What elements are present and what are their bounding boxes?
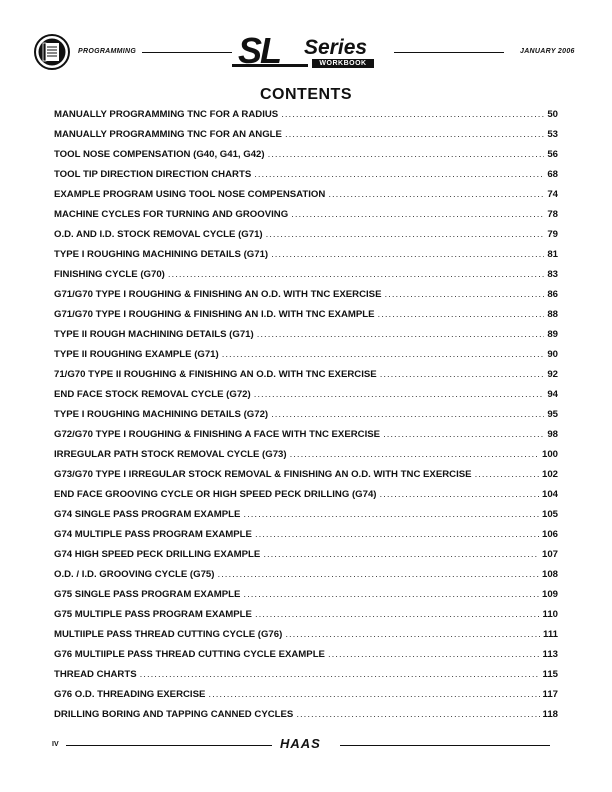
toc-entry-page: 81 bbox=[547, 249, 558, 260]
toc-entry-page: 102 bbox=[541, 469, 558, 480]
toc-entry[interactable] bbox=[54, 329, 558, 349]
toc-entry[interactable] bbox=[54, 469, 558, 489]
toc-entry-title: TOOL NOSE COMPENSATION (G40, G41, G42) bbox=[54, 149, 265, 160]
toc-dot-leader bbox=[475, 469, 539, 480]
header-date: JANUARY 2006 bbox=[520, 48, 575, 55]
toc-dot-leader bbox=[222, 349, 545, 360]
toc-entry-title: G74 HIGH SPEED PECK DRILLING EXAMPLE bbox=[54, 549, 261, 560]
toc-entry-page: 92 bbox=[547, 369, 558, 380]
toc-entry[interactable] bbox=[54, 189, 558, 209]
toc-entry[interactable] bbox=[54, 269, 558, 289]
toc-entry[interactable] bbox=[54, 449, 558, 469]
toc-entry-title: MANUALLY PROGRAMMING TNC FOR AN ANGLE bbox=[54, 129, 282, 140]
toc-entry-page: 115 bbox=[542, 669, 558, 680]
toc-entry-title: G75 SINGLE PASS PROGRAM EXAMPLE bbox=[54, 589, 241, 600]
toc-dot-leader bbox=[243, 589, 539, 600]
toc-dot-leader bbox=[380, 489, 539, 500]
toc-dot-leader bbox=[296, 709, 539, 720]
toc-dot-leader bbox=[285, 629, 540, 640]
toc-dot-leader bbox=[271, 249, 544, 260]
toc-dot-leader bbox=[268, 149, 545, 160]
toc-entry-page: 118 bbox=[542, 709, 558, 720]
toc-entry-page: 113 bbox=[542, 649, 558, 660]
toc-entry[interactable] bbox=[54, 509, 558, 529]
toc-entry[interactable] bbox=[54, 249, 558, 269]
toc-entry[interactable] bbox=[54, 109, 558, 129]
toc-dot-leader bbox=[140, 669, 540, 680]
toc-entry[interactable] bbox=[54, 369, 558, 389]
toc-entry[interactable] bbox=[54, 409, 558, 429]
toc-entry[interactable] bbox=[54, 129, 558, 149]
toc-entry-page: 79 bbox=[547, 229, 558, 240]
toc-dot-leader bbox=[254, 169, 544, 180]
toc-dot-leader bbox=[383, 429, 544, 440]
toc-entry[interactable] bbox=[54, 629, 558, 649]
toc-dot-leader bbox=[384, 289, 544, 300]
toc-entry-title: O.D. AND I.D. STOCK REMOVAL CYCLE (G71) bbox=[54, 229, 263, 240]
toc-dot-leader bbox=[271, 409, 544, 420]
toc-dot-leader bbox=[208, 689, 539, 700]
toc-entry[interactable] bbox=[54, 529, 558, 549]
toc-entry-title: END FACE STOCK REMOVAL CYCLE (G72) bbox=[54, 389, 251, 400]
toc-entry-title: TYPE II ROUGH MACHINING DETAILS (G71) bbox=[54, 329, 254, 340]
toc-entry-title: G73/G70 TYPE I IRREGULAR STOCK REMOVAL & FINISHING AN O.D. WITH TNC EXERCISE bbox=[54, 469, 472, 480]
toc-entry-page: 83 bbox=[547, 269, 558, 280]
toc-entry-title: FINISHING CYCLE (G70) bbox=[54, 269, 165, 280]
toc-dot-leader bbox=[217, 569, 539, 580]
toc-entry-page: 89 bbox=[547, 329, 558, 340]
brand-sl-text: SL bbox=[238, 30, 281, 71]
toc-entry-page: 100 bbox=[541, 449, 558, 460]
footer-divider-right bbox=[340, 745, 550, 746]
toc-dot-leader bbox=[243, 509, 539, 520]
toc-entry-page: 106 bbox=[541, 529, 558, 540]
toc-entry-title: THREAD CHARTS bbox=[54, 669, 137, 680]
toc-entry[interactable] bbox=[54, 169, 558, 189]
toc-entry-page: 95 bbox=[547, 409, 558, 420]
toc-entry-title: TYPE I ROUGHING MACHINING DETAILS (G71) bbox=[54, 249, 269, 260]
toc-entry-title: MACHINE CYCLES FOR TURNING AND GROOVING bbox=[54, 209, 289, 220]
toc-entry-title: G71/G70 TYPE I ROUGHING & FINISHING AN O.D. WITH TNC EXERCISE bbox=[54, 289, 382, 300]
toc-entry-title: MANUALLY PROGRAMMING TNC FOR A RADIUS bbox=[54, 109, 279, 120]
brand-series-text: Series bbox=[304, 36, 368, 59]
toc-entry-title: DRILLING BORING AND TAPPING CANNED CYCLES bbox=[54, 709, 294, 720]
toc-entry-page: 111 bbox=[543, 629, 558, 640]
toc-entry-title: G74 MULTIPLE PASS PROGRAM EXAMPLE bbox=[54, 529, 252, 540]
toc-entry-page: 86 bbox=[547, 289, 558, 300]
header-divider-right bbox=[394, 52, 504, 53]
toc-dot-leader bbox=[328, 189, 544, 200]
toc-entry[interactable] bbox=[54, 669, 558, 689]
toc-entry-page: 110 bbox=[542, 609, 558, 620]
toc-dot-leader bbox=[380, 369, 545, 380]
page-header bbox=[34, 30, 578, 74]
toc-dot-leader bbox=[263, 549, 539, 560]
toc-entry-page: 68 bbox=[547, 169, 558, 180]
toc-entry-title: G75 MULTIPLE PASS PROGRAM EXAMPLE bbox=[54, 609, 252, 620]
page-title: CONTENTS bbox=[260, 86, 352, 103]
footer-page-number: IV bbox=[52, 741, 59, 748]
toc-dot-leader bbox=[281, 109, 544, 120]
toc-dot-leader bbox=[290, 449, 539, 460]
toc-entry-title: TOOL TIP DIRECTION DIRECTION CHARTS bbox=[54, 169, 252, 180]
toc-entry[interactable] bbox=[54, 229, 558, 249]
toc-entry-page: 108 bbox=[541, 569, 558, 580]
toc-entry[interactable] bbox=[54, 709, 558, 729]
toc-entry-page: 50 bbox=[547, 109, 558, 120]
toc-entry[interactable] bbox=[54, 609, 558, 629]
toc-entry-page: 94 bbox=[547, 389, 558, 400]
toc-entry-page: 78 bbox=[547, 209, 558, 220]
toc-entry[interactable] bbox=[54, 209, 558, 229]
toc-entry-title: TYPE II ROUGHING EXAMPLE (G71) bbox=[54, 349, 219, 360]
toc-entry[interactable] bbox=[54, 149, 558, 169]
toc-entry-title: G72/G70 TYPE I ROUGHING & FINISHING A FACE WITH TNC EXERCISE bbox=[54, 429, 381, 440]
toc-entry-page: 98 bbox=[547, 429, 558, 440]
workbook-logo-icon bbox=[34, 34, 70, 70]
toc-entry-title: G76 O.D. THREADING EXERCISE bbox=[54, 689, 206, 700]
toc-entry-title: END FACE GROOVING CYCLE OR HIGH SPEED PECK DRILLING (G74) bbox=[54, 489, 377, 500]
toc-entry-page: 56 bbox=[547, 149, 558, 160]
sl-series-brand bbox=[232, 30, 394, 74]
toc-entry-title: O.D. / I.D. GROOVING CYCLE (G75) bbox=[54, 569, 215, 580]
toc-entry[interactable] bbox=[54, 489, 558, 509]
toc-dot-leader bbox=[255, 609, 540, 620]
toc-entry-title: IRREGULAR PATH STOCK REMOVAL CYCLE (G73) bbox=[54, 449, 287, 460]
toc-entry-title: 71/G70 TYPE II ROUGHING & FINISHING AN O.D. WITH TNC EXERCISE bbox=[54, 369, 377, 380]
toc-dot-leader bbox=[291, 209, 544, 220]
toc-dot-leader bbox=[257, 329, 545, 340]
toc-entry-title: TYPE I ROUGHING MACHINING DETAILS (G72) bbox=[54, 409, 269, 420]
toc-dot-leader bbox=[266, 229, 545, 240]
toc-entry[interactable] bbox=[54, 389, 558, 409]
toc-dot-leader bbox=[285, 129, 544, 140]
toc-entry-page: 90 bbox=[547, 349, 558, 360]
toc-entry[interactable] bbox=[54, 349, 558, 369]
toc-entry[interactable] bbox=[54, 429, 558, 449]
toc-entry-page: 105 bbox=[541, 509, 558, 520]
brand-workbook-text: WORKBOOK bbox=[312, 59, 374, 68]
toc-entry[interactable] bbox=[54, 289, 558, 309]
toc-dot-leader bbox=[168, 269, 544, 280]
toc-entry-page: 107 bbox=[541, 549, 558, 560]
toc-entry[interactable] bbox=[54, 549, 558, 569]
toc-entry-page: 53 bbox=[547, 129, 558, 140]
footer-divider-left bbox=[66, 745, 272, 746]
header-section-label: PROGRAMMING bbox=[78, 48, 137, 55]
toc-dot-leader bbox=[378, 309, 545, 320]
toc-entry-page: 88 bbox=[547, 309, 558, 320]
header-divider-left bbox=[142, 52, 232, 53]
toc-entry-title: MULTIIPLE PASS THREAD CUTTING CYCLE (G76) bbox=[54, 629, 283, 640]
toc-entry[interactable] bbox=[54, 309, 558, 329]
table-of-contents bbox=[54, 109, 558, 729]
toc-dot-leader bbox=[328, 649, 540, 660]
haas-logo-text: HAAS bbox=[280, 736, 321, 751]
toc-entry[interactable] bbox=[54, 649, 558, 669]
toc-entry-title: G76 MULTIIPLE PASS THREAD CUTTING CYCLE EXAMPLE bbox=[54, 649, 325, 660]
toc-entry[interactable] bbox=[54, 589, 558, 609]
toc-entry-page: 104 bbox=[541, 489, 558, 500]
haas-logo bbox=[276, 737, 336, 753]
toc-entry[interactable] bbox=[54, 689, 558, 709]
toc-entry[interactable] bbox=[54, 569, 558, 589]
toc-entry-page: 109 bbox=[541, 589, 558, 600]
toc-dot-leader bbox=[254, 389, 545, 400]
toc-entry-title: EXAMPLE PROGRAM USING TOOL NOSE COMPENSATION bbox=[54, 189, 326, 200]
toc-entry-page: 117 bbox=[542, 689, 558, 700]
toc-entry-title: G71/G70 TYPE I ROUGHING & FINISHING AN I.D. WITH TNC EXAMPLE bbox=[54, 309, 375, 320]
toc-entry-page: 74 bbox=[547, 189, 558, 200]
toc-entry-title: G74 SINGLE PASS PROGRAM EXAMPLE bbox=[54, 509, 241, 520]
toc-dot-leader bbox=[255, 529, 539, 540]
